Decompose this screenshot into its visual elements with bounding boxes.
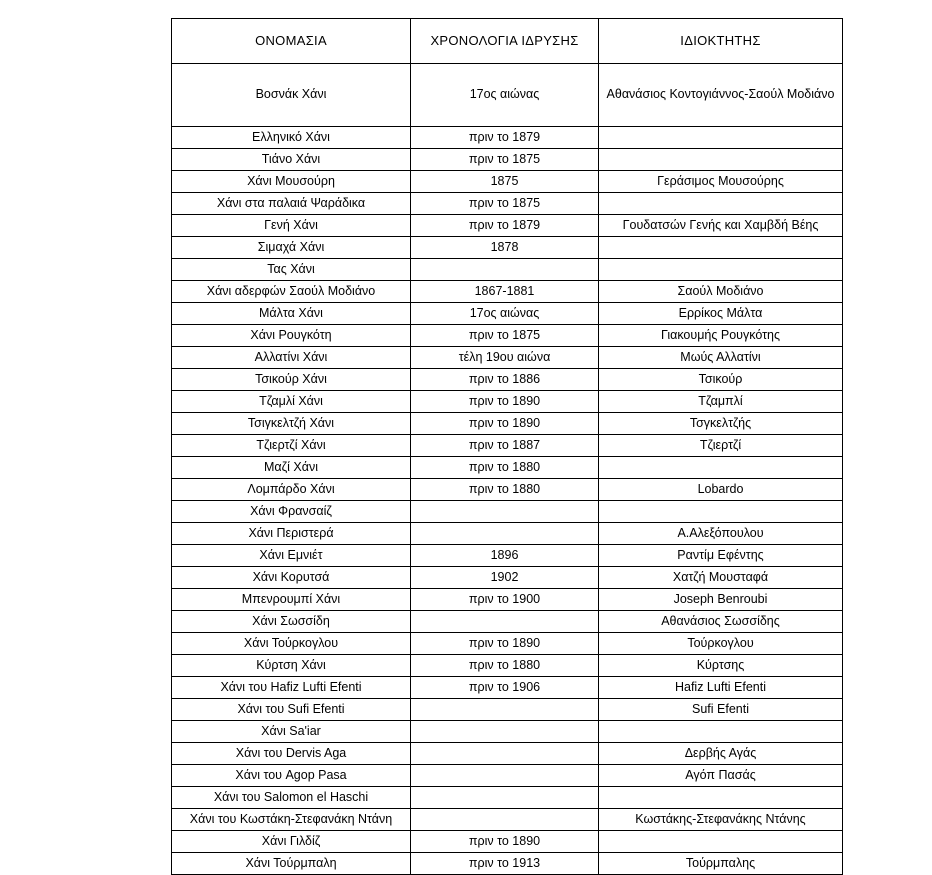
cell-owner: Γεράσιμος Μουσούρης: [599, 171, 843, 193]
cell-year: [411, 501, 599, 523]
table-row: [172, 435, 843, 457]
cell-name: Σιμαχά Χάνι: [172, 237, 411, 259]
cell-owner: Γουδατσών Γενής και Χαμβδή Βέης: [599, 215, 843, 237]
cell-name: Λομπάρδο Χάνι: [172, 479, 411, 501]
table-row: [172, 545, 843, 567]
cell-year: [411, 765, 599, 787]
cell-year: πριν το 1890: [411, 633, 599, 655]
cell-owner: Τζιερτζί: [599, 435, 843, 457]
cell-name: Χάνι Sa'iar: [172, 721, 411, 743]
cell-owner: Τούρκογλου: [599, 633, 843, 655]
cell-year: [411, 259, 599, 281]
cell-name: Γενή Χάνι: [172, 215, 411, 237]
cell-name: Μάλτα Χάνι: [172, 303, 411, 325]
table-row: [172, 589, 843, 611]
cell-name: Χάνι Μουσούρη: [172, 171, 411, 193]
table-row: [172, 237, 843, 259]
cell-owner: Ερρίκος Μάλτα: [599, 303, 843, 325]
column-header-owner: ΙΔΙΟΚΤΗΤΗΣ: [599, 19, 843, 64]
cell-year: πριν το 1900: [411, 589, 599, 611]
table-row: [172, 809, 843, 831]
cell-year: [411, 523, 599, 545]
table-row: [172, 787, 843, 809]
table-row: [172, 127, 843, 149]
cell-owner: [599, 149, 843, 171]
table-row: [172, 567, 843, 589]
cell-year: [411, 809, 599, 831]
cell-owner: Α.Αλεξόπουλου: [599, 523, 843, 545]
cell-name: Χάνι του Agop Pasa: [172, 765, 411, 787]
cell-owner: [599, 259, 843, 281]
cell-name: Χάνι Φρανσαίζ: [172, 501, 411, 523]
cell-name: Μπενρουμπί Χάνι: [172, 589, 411, 611]
cell-owner: Αθανάσιος Σωσσίδης: [599, 611, 843, 633]
cell-year: πριν το 1880: [411, 457, 599, 479]
table-body: [172, 64, 843, 875]
cell-year: 17ος αιώνας: [411, 303, 599, 325]
cell-name: Χάνι Σωσσίδη: [172, 611, 411, 633]
table-container: [171, 18, 842, 875]
table-row: [172, 281, 843, 303]
table-row: [172, 743, 843, 765]
cell-name: Χάνι Ρουγκότη: [172, 325, 411, 347]
cell-name: Χάνι Γιλδίζ: [172, 831, 411, 853]
cell-name: Τσικούρ Χάνι: [172, 369, 411, 391]
cell-name: Τζιερτζί Χάνι: [172, 435, 411, 457]
table-row: [172, 677, 843, 699]
cell-name: Μαζί Χάνι: [172, 457, 411, 479]
cell-owner: Γιακουμής Ρουγκότης: [599, 325, 843, 347]
table-row: [172, 149, 843, 171]
cell-name: Τας Χάνι: [172, 259, 411, 281]
table-row: [172, 501, 843, 523]
cell-owner: [599, 237, 843, 259]
cell-owner: Lobardo: [599, 479, 843, 501]
cell-name: Χάνι στα παλαιά Ψαράδικα: [172, 193, 411, 215]
cell-year: πριν το 1875: [411, 193, 599, 215]
cell-owner: Τσικούρ: [599, 369, 843, 391]
cell-name: Τιάνο Χάνι: [172, 149, 411, 171]
cell-year: 1875: [411, 171, 599, 193]
table-row: [172, 413, 843, 435]
cell-year: πριν το 1890: [411, 391, 599, 413]
cell-owner: Ραντίμ Εφέντης: [599, 545, 843, 567]
cell-name: Χάνι του Salomon el Haschi: [172, 787, 411, 809]
cell-year: πριν το 1879: [411, 127, 599, 149]
column-header-name: ΟΝΟΜΑΣΙΑ: [172, 19, 411, 64]
cell-owner: Χατζή Μουσταφά: [599, 567, 843, 589]
table-row: [172, 655, 843, 677]
table-row: [172, 853, 843, 875]
table-row: [172, 611, 843, 633]
table-header-row: [172, 19, 843, 64]
cell-owner: Sufi Efenti: [599, 699, 843, 721]
table-row: [172, 479, 843, 501]
cell-year: πριν το 1890: [411, 831, 599, 853]
cell-name: Χάνι αδερφών Σαούλ Μοδιάνο: [172, 281, 411, 303]
cell-owner: Τούρμπαλης: [599, 853, 843, 875]
cell-name: Τζαμλί Χάνι: [172, 391, 411, 413]
table-row: [172, 64, 843, 127]
cell-year: [411, 743, 599, 765]
cell-owner: Μωύς Αλλατίνι: [599, 347, 843, 369]
cell-owner: [599, 127, 843, 149]
cell-owner: [599, 193, 843, 215]
cell-year: [411, 721, 599, 743]
table-row: [172, 325, 843, 347]
cell-year: πριν το 1886: [411, 369, 599, 391]
cell-name: Χάνι του Κωστάκη-Στεφανάκη Ντάνη: [172, 809, 411, 831]
cell-owner: [599, 457, 843, 479]
table-row: [172, 633, 843, 655]
cell-owner: Δερβής Αγάς: [599, 743, 843, 765]
table-row: [172, 831, 843, 853]
table-row: [172, 303, 843, 325]
cell-year: τέλη 19ου αιώνα: [411, 347, 599, 369]
cell-owner: Hafiz Lufti Efenti: [599, 677, 843, 699]
cell-owner: Αθανάσιος Κοντογιάννος-Σαούλ Μοδιάνο: [599, 64, 843, 127]
cell-year: πριν το 1875: [411, 325, 599, 347]
cell-year: πριν το 1906: [411, 677, 599, 699]
cell-year: [411, 611, 599, 633]
table-row: [172, 765, 843, 787]
cell-owner: Σαούλ Μοδιάνο: [599, 281, 843, 303]
cell-name: Βοσνάκ Χάνι: [172, 64, 411, 127]
table-row: [172, 369, 843, 391]
cell-year: πριν το 1880: [411, 479, 599, 501]
cell-year: 1902: [411, 567, 599, 589]
cell-year: 17ος αιώνας: [411, 64, 599, 127]
cell-owner: Κωστάκης-Στεφανάκης Ντάνης: [599, 809, 843, 831]
cell-name: Ελληνικό Χάνι: [172, 127, 411, 149]
table-row: [172, 171, 843, 193]
cell-year: [411, 699, 599, 721]
cell-name: Χάνι Κορυτσά: [172, 567, 411, 589]
cell-owner: [599, 787, 843, 809]
hans-table: [171, 18, 843, 875]
cell-name: Χάνι του Hafiz Lufti Efenti: [172, 677, 411, 699]
cell-year: 1896: [411, 545, 599, 567]
cell-year: πριν το 1890: [411, 413, 599, 435]
table-row: [172, 259, 843, 281]
table-header: [172, 19, 843, 64]
cell-year: [411, 787, 599, 809]
table-row: [172, 391, 843, 413]
cell-owner: Αγόπ Πασάς: [599, 765, 843, 787]
cell-name: Τσιγκελτζή Χάνι: [172, 413, 411, 435]
cell-year: 1867-1881: [411, 281, 599, 303]
table-row: [172, 721, 843, 743]
cell-owner: Κύρτσης: [599, 655, 843, 677]
cell-owner: [599, 831, 843, 853]
table-row: [172, 215, 843, 237]
cell-name: Χάνι Τούρμπαλη: [172, 853, 411, 875]
table-row: [172, 193, 843, 215]
cell-owner: Joseph Benroubi: [599, 589, 843, 611]
cell-name: Κύρτση Χάνι: [172, 655, 411, 677]
cell-owner: [599, 721, 843, 743]
cell-name: Χάνι Τούρκογλου: [172, 633, 411, 655]
cell-name: Αλλατίνι Χάνι: [172, 347, 411, 369]
cell-year: πριν το 1880: [411, 655, 599, 677]
cell-owner: Τσγκελτζής: [599, 413, 843, 435]
table-row: [172, 347, 843, 369]
table-row: [172, 523, 843, 545]
cell-owner: [599, 501, 843, 523]
cell-year: 1878: [411, 237, 599, 259]
cell-year: πριν το 1887: [411, 435, 599, 457]
column-header-year: ΧΡΟΝΟΛΟΓΙΑ ΙΔΡΥΣΗΣ: [411, 19, 599, 64]
cell-name: Χάνι Περιστερά: [172, 523, 411, 545]
cell-owner: Τζαμπλί: [599, 391, 843, 413]
cell-year: πριν το 1913: [411, 853, 599, 875]
table-row: [172, 457, 843, 479]
table-row: [172, 699, 843, 721]
cell-name: Χάνι του Dervis Aga: [172, 743, 411, 765]
cell-name: Χάνι Εμνιέτ: [172, 545, 411, 567]
cell-year: πριν το 1875: [411, 149, 599, 171]
cell-name: Χάνι του Sufi Efenti: [172, 699, 411, 721]
cell-year: πριν το 1879: [411, 215, 599, 237]
